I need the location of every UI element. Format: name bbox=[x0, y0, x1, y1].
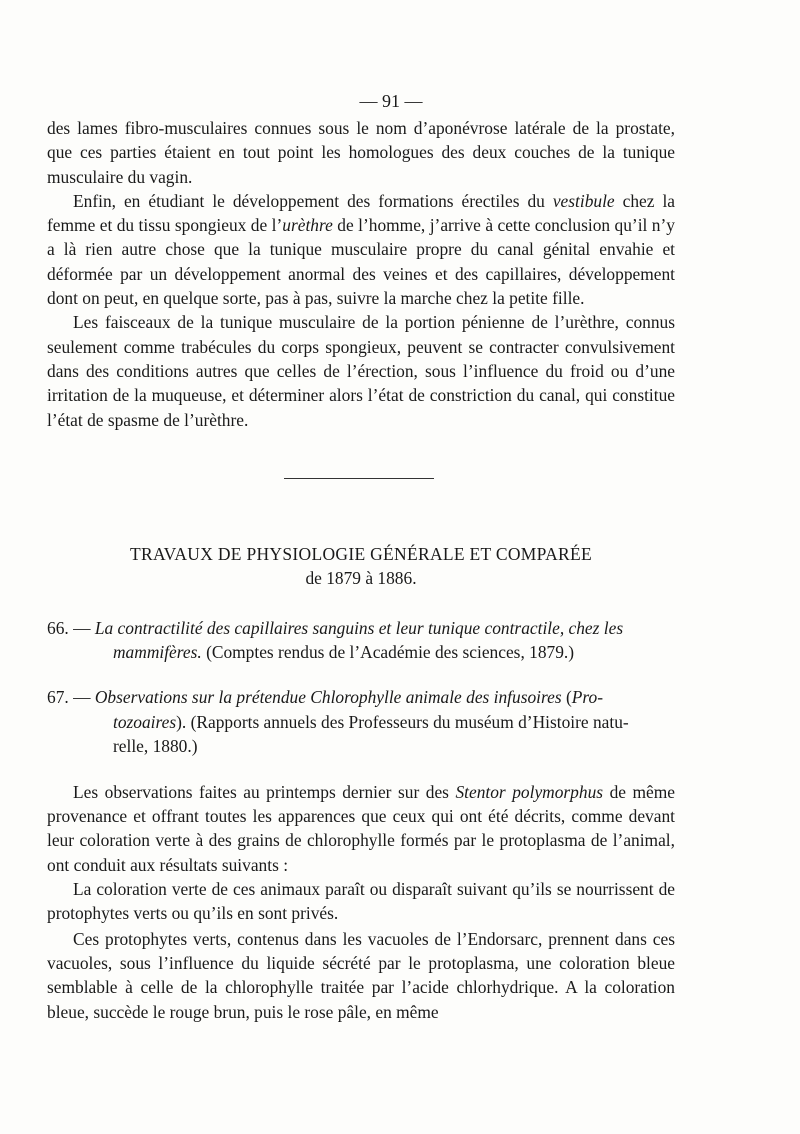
entry-67-paren: ( bbox=[561, 687, 572, 708]
entry-66-continuation bbox=[47, 640, 675, 665]
entry-66 bbox=[47, 616, 675, 665]
body-paragraph-3: Ces protophytes verts, contenus dans les vacuoles de l’Endorsarc, prennent dans ces vacuoles, sous l’influence du liquide sécrété par le protoplasma, une coloration bleue semblable à celle de la chlorophylle traitée par l’acide chlorhydrique. A la coloration bleue, succède le rouge brun, puis le rose pâle, en même bbox=[47, 928, 675, 1022]
intro-paragraph-1: des lames fibro-musculaires connues sous le nom d’aponévrose latérale de la prostate, que ces parties étaient en tout point les homologues des deux couches de la tunique musculaire du vagin. bbox=[47, 118, 675, 187]
entry-67 bbox=[47, 685, 675, 759]
entry-67-title-part2: Pro- bbox=[571, 687, 603, 708]
entry-67-title-part1: Observations sur la prétendue Chlorophylle animale des infusoires bbox=[94, 687, 562, 708]
intro-p2-italic-urethre: urèthre bbox=[282, 215, 333, 236]
section-subtitle: de 1879 à 1886. bbox=[305, 567, 417, 588]
body-paragraph-1 bbox=[47, 780, 675, 877]
entry-67-dash: — bbox=[68, 687, 95, 708]
intro-paragraph-2 bbox=[47, 189, 675, 310]
body-p1-start: Les observations faites au printemps dernier sur des bbox=[73, 781, 456, 802]
entry-67-title-part3: tozoaires bbox=[113, 711, 177, 732]
entry-66-number: 66. bbox=[47, 617, 69, 638]
entry-67-source-line2: relle, 1880.) bbox=[113, 736, 198, 757]
entry-66-dash: — bbox=[68, 617, 95, 638]
intro-p2-mid: chez la femme et du tissu spongieux de l’ bbox=[47, 190, 675, 236]
intro-p2-end: de l’homme, j’arrive à cette conclusion qu’il n’y a là rien autre chose que la tunique musculaire propre du canal génital envahie et déformée par un développement anormal des veines et des capillaires, développement dont on peut, en quelque sorte, pas à pas, suivre la marche chez la petite fille. bbox=[47, 215, 675, 309]
page-number: — 91 — bbox=[359, 91, 423, 111]
document-page bbox=[47, 86, 675, 1024]
entry-67-number: 67. bbox=[47, 687, 69, 708]
intro-paragraph-3: Les faisceaux de la tunique musculaire de la portion pénienne de l’urèthre, connus seulement comme trabécules du corps spongieux, peuvent se contracter convulsivement dans des conditions autres que celles de l’érection, sous l’influence du froid ou d’une irritation de la muqueuse, et déterminer alors l’état de constriction du canal, qui constitue l’état de spasme de l’urèthre. bbox=[47, 312, 675, 430]
intro-p2-start: Enfin, en étudiant le développement des formations érectiles du bbox=[73, 190, 553, 211]
entry-66-title-part1: La contractilité des capillaires sanguins et leur tunique contractile, chez les bbox=[94, 617, 624, 638]
entry-66-source: (Comptes rendus de l’Académie des sciences, 1879.) bbox=[201, 642, 575, 663]
section-divider bbox=[284, 478, 434, 479]
section-title: TRAVAUX DE PHYSIOLOGIE GÉNÉRALE ET COMPARÉE bbox=[130, 543, 592, 564]
body-p1-end: de même provenance et offrant toutes les apparences que ceux qui ont été décrits, comme devant leur coloration verte à des grains de chlorophylle formés par le protoplasma de l’animal, ont conduit aux résultats suivants : bbox=[47, 781, 675, 875]
entry-67-source-line1: ). (Rapports annuels des Professeurs du muséum d’Histoire natu- bbox=[176, 711, 629, 732]
body-paragraph-2: La coloration verte de ces animaux paraît ou disparaît suivant qu’ils se nourrissent de protophytes verts ou qu’ils en sont privés. bbox=[47, 879, 675, 924]
entry-66-title-part2: mammifères. bbox=[113, 642, 202, 663]
intro-p2-italic-vestibule: vestibule bbox=[552, 190, 615, 211]
entry-67-continuation-2 bbox=[47, 734, 675, 759]
body-p1-italic-stentor: Stentor polymorphus bbox=[455, 781, 604, 802]
entry-67-continuation bbox=[47, 710, 675, 735]
